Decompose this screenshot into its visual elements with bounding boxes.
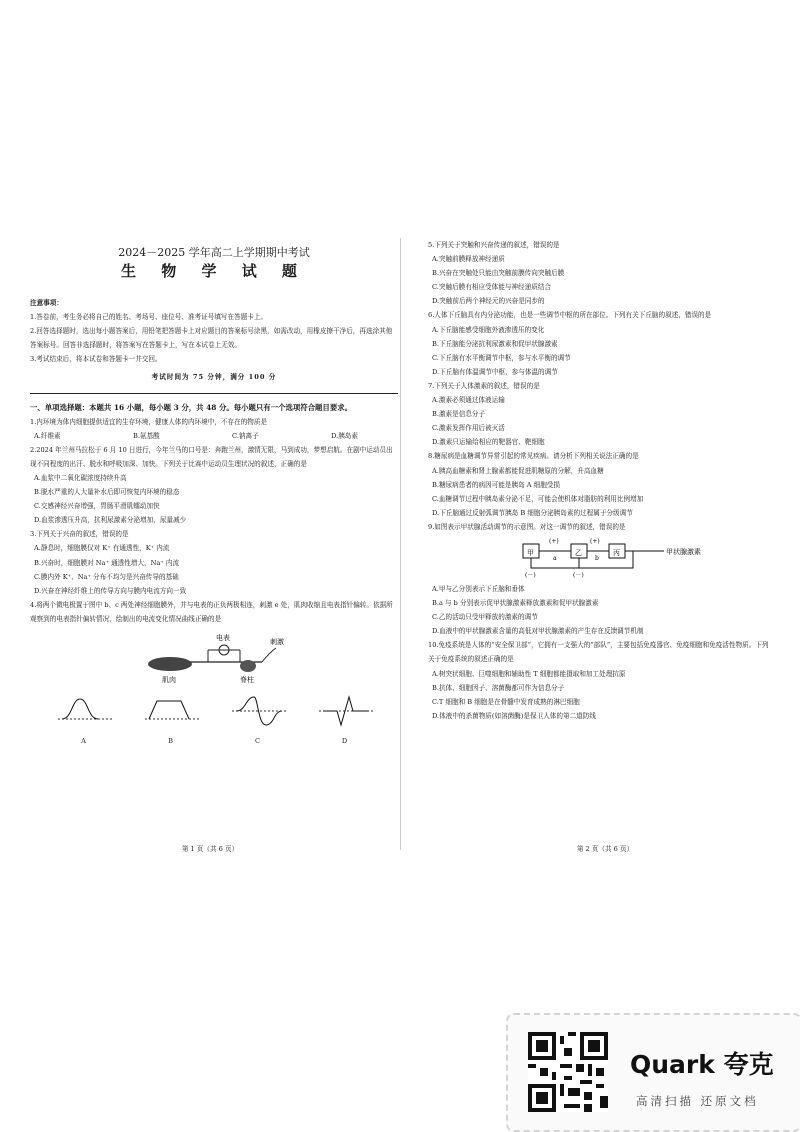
quark-scan-badge[interactable] — [506, 1013, 800, 1132]
curve-label: C — [254, 736, 261, 745]
question-9 — [428, 520, 774, 638]
a-label: a — [553, 554, 557, 562]
quark-logo: Quark 夸克 — [630, 1050, 774, 1079]
option: A.激素必须通过体液运输 — [432, 396, 505, 405]
question-stem: 1.内环境为体内细胞提供适宜的生存环境，健康人体的内环境中，不存在的物质是 — [30, 417, 268, 426]
question-stem: 5.下列关于突触和兴奋传递的叙述，错误的是 — [428, 241, 560, 249]
answer-curves — [30, 694, 398, 748]
curve-option-a — [54, 693, 114, 748]
exam-subject: 生 物 学 试 题 — [121, 262, 307, 280]
curve-option-d — [315, 693, 375, 748]
option: C.突触后膜有相应受体能与神经递质结合 — [432, 283, 551, 292]
question-stem: 4.将两个微电极置于图中 b、c 两处神经细胞膜外，并与电表的正负两极相连，刺激 e 处，肌肉收缩且电表指针偏转。依据所观察到的电表指针偏转情况，绘制出的电流变化情况曲线正确的是 — [30, 600, 393, 623]
question-1 — [30, 415, 398, 443]
note-item: 2.回答选择题时，选出每小题答案后，用铅笔把答题卡上对应题目的答案标号涂黑，如需改动，用橡皮擦干净后，再选涂其他答案标号。回答非选择题时，将答案写在答题卡上，写在本试卷上无效。 — [30, 327, 393, 350]
exam-title: 2024－2025 学年高二上学期期中考试 — [118, 246, 310, 259]
muscle-shape — [148, 657, 192, 671]
minus-label: (－) — [573, 571, 584, 579]
option: B.糖尿病患者的病因可能是胰岛 A 细胞受损 — [432, 480, 560, 489]
b-label: b — [595, 554, 599, 562]
box-label: 甲 — [527, 548, 534, 557]
question-5 — [428, 238, 774, 308]
option: D.体液中的杀菌物质(如溶菌酶)是保卫人体的第二道防线 — [432, 711, 596, 720]
option: A.纤维素 — [34, 431, 61, 440]
plus-label: (+) — [590, 537, 600, 545]
question-7 — [428, 379, 774, 449]
option: B.a 与 b 分别表示促甲状腺激素释放激素和促甲状腺激素 — [432, 599, 599, 608]
box-label: 乙 — [575, 548, 582, 557]
option: B.抗体、细胞因子、溶菌酶都可作为信息分子 — [432, 683, 565, 692]
option: A.突触前膜释放神经递质 — [432, 255, 505, 264]
option: C.膜内外 K⁺、Na⁺ 分布不均匀是兴奋传导的基础 — [34, 572, 179, 581]
question-stem: 8.糖尿病是血糖调节异常引起的常见疾病。请分析下列相关说法正确的是 — [428, 452, 639, 461]
page-1 — [30, 238, 398, 748]
notes-heading: 注意事项： — [30, 299, 63, 307]
stim-lead — [262, 648, 276, 662]
option: D.下丘脑通过反射弧调节胰岛 B 细胞分泌胰岛素的过程属于分级调节 — [432, 508, 633, 517]
curve-label: D — [341, 736, 348, 745]
question-4 — [30, 598, 398, 748]
quark-tagline: 高清扫描 还原文档 — [636, 1094, 759, 1108]
page-footer-left: 第 1 页（共 6 页） — [181, 845, 239, 853]
stim-label: 刺激 — [270, 637, 284, 646]
spine-shape — [240, 660, 256, 672]
question-stem: 9.如图表示甲状腺活动调节的示意图。对这一调节的叙述，错误的是 — [428, 522, 626, 531]
option: A.静息时，细胞膜仅对 K⁺ 有通透性，K⁺ 内流 — [34, 544, 170, 553]
question-stem: 6.人体下丘脑具有内分泌功能，也是一些调节中枢的所在部位。下列有关下丘脑的叙述，错误的是 — [428, 311, 712, 320]
spine-label: 脊柱 — [240, 675, 254, 684]
section-heading: 一、单项选择题：本题共 16 小题，每小题 3 分，共 48 分。每小题只有一个选项符合题目要求。 — [30, 402, 352, 412]
thyroid-regulation-figure — [428, 536, 774, 580]
option: D.突触前后两个神经元的兴奋是同步的 — [432, 297, 545, 306]
minus-label: (－) — [525, 571, 536, 579]
option: A.血浆中二氧化碳浓度持续升高 — [34, 473, 127, 482]
question-stem: 10.免疫系统是人体的“安全保卫部”，它拥有一支强大的“部队”，主要包括免疫器官、免疫细胞和免疫活性物质。下列关于免疫系统的叙述正确的是 — [428, 641, 769, 664]
option: C.钠离子 — [232, 431, 259, 440]
option: A.胰高血糖素和肾上腺素都能促进肌糖原的分解，升高血糖 — [432, 466, 604, 475]
question-8 — [428, 449, 774, 519]
option: C.T 细胞和 B 细胞是在骨髓中发育成熟的淋巴细胞 — [432, 697, 580, 706]
question-6 — [428, 308, 774, 378]
divider-rule — [30, 393, 398, 394]
option: D.胰岛素 — [331, 431, 358, 440]
option: B.下丘脑能分泌抗利尿激素和促甲状腺激素 — [432, 339, 558, 348]
exam-time: 考试时间为 75 分钟，满分 100 分 — [151, 373, 277, 382]
option: B.氨基酸 — [132, 431, 160, 440]
question-stem: 3.下列关于兴奋的叙述，错误的是 — [30, 530, 129, 539]
option: A.树突状细胞、巨噬细胞和辅助性 T 细胞都能摄取和加工处理抗原 — [432, 669, 626, 678]
option: D.血液中的甲状腺激素含量的高低对甲状腺激素的产生存在反馈调节机制 — [432, 627, 644, 636]
nerve-circuit-figure — [30, 630, 398, 690]
option: B.激素是信息分子 — [432, 410, 486, 419]
page-footer-right: 第 2 页（共 6 页） — [576, 845, 634, 853]
option: A.下丘脑能感受细胞外液渗透压的变化 — [432, 325, 545, 334]
note-item: 1.答卷前，考生务必将自己的姓名、考场号、座位号、准考证号填写在答题卡上。 — [30, 313, 268, 322]
nerve-circuit-svg — [30, 630, 398, 690]
options-row — [30, 429, 398, 443]
muscle-label: 肌肉 — [162, 675, 176, 684]
option: B.脱水严重的人大量补水后即可恢复内环境的稳态 — [34, 488, 180, 497]
page-divider — [400, 238, 401, 850]
output-label: 甲状腺激素 — [666, 547, 701, 556]
option: B.兴奋时，细胞膜对 Na⁺ 通透性增大，Na⁺ 内流 — [34, 558, 180, 567]
option: D.激素只运输给相应的靶器官、靶细胞 — [432, 438, 545, 447]
option: D.血浆渗透压升高，抗利尿激素分泌增加，尿量减少 — [34, 516, 187, 525]
page-2 — [428, 238, 774, 723]
question-2 — [30, 443, 398, 528]
curve-label: B — [168, 736, 173, 745]
option: D.下丘脑有体温调节中枢，参与体温的调节 — [432, 367, 558, 376]
curve-option-c — [228, 693, 288, 748]
note-item: 3.考试结束后，将本试卷和答题卡一并交回。 — [30, 355, 162, 364]
curve-option-b — [141, 693, 201, 748]
option: C.交感神经兴奋增强，胃肠平滑肌蠕动加快 — [34, 502, 160, 511]
option: C.血糖调节过程中胰岛素分泌不足，可能会使机体对脂肪的利用比例增加 — [432, 494, 644, 503]
option: C.下丘脑有水平衡调节中枢，参与水平衡的调节 — [432, 353, 571, 362]
option: B.兴奋在突触处只能由突触前膜传向突触后膜 — [432, 269, 565, 278]
question-10 — [428, 638, 774, 723]
qr-code-icon[interactable] — [528, 1032, 608, 1112]
option: C.乙的活动只受甲释放的激素的调节 — [432, 613, 538, 622]
question-3 — [30, 527, 398, 597]
plus-label: (+) — [549, 537, 559, 545]
option: A.甲与乙分别表示下丘脑和垂体 — [432, 584, 525, 593]
meter-label: 电表 — [216, 633, 230, 642]
question-stem: 7.下列关于人体激素的叙述，错误的是 — [428, 381, 540, 390]
option: C.激素发挥作用后被灭活 — [432, 424, 505, 433]
option: D.兴奋在神经纤维上的传导方向与膜内电流方向一致 — [34, 586, 187, 595]
curve-label: A — [81, 736, 86, 745]
question-stem: 2.2024 年兰州马拉松于 6 月 10 日进行，今年兰马的口号是：奔跑兰州，激情无限，马到成功，梦想启航。在剧中运动员出现不同程度的出汗、脱水和呼吸加深、加快。下列关于比赛中运动员生理状况的叙述，正确的是 — [30, 445, 393, 468]
box-label: 丙 — [613, 548, 620, 557]
